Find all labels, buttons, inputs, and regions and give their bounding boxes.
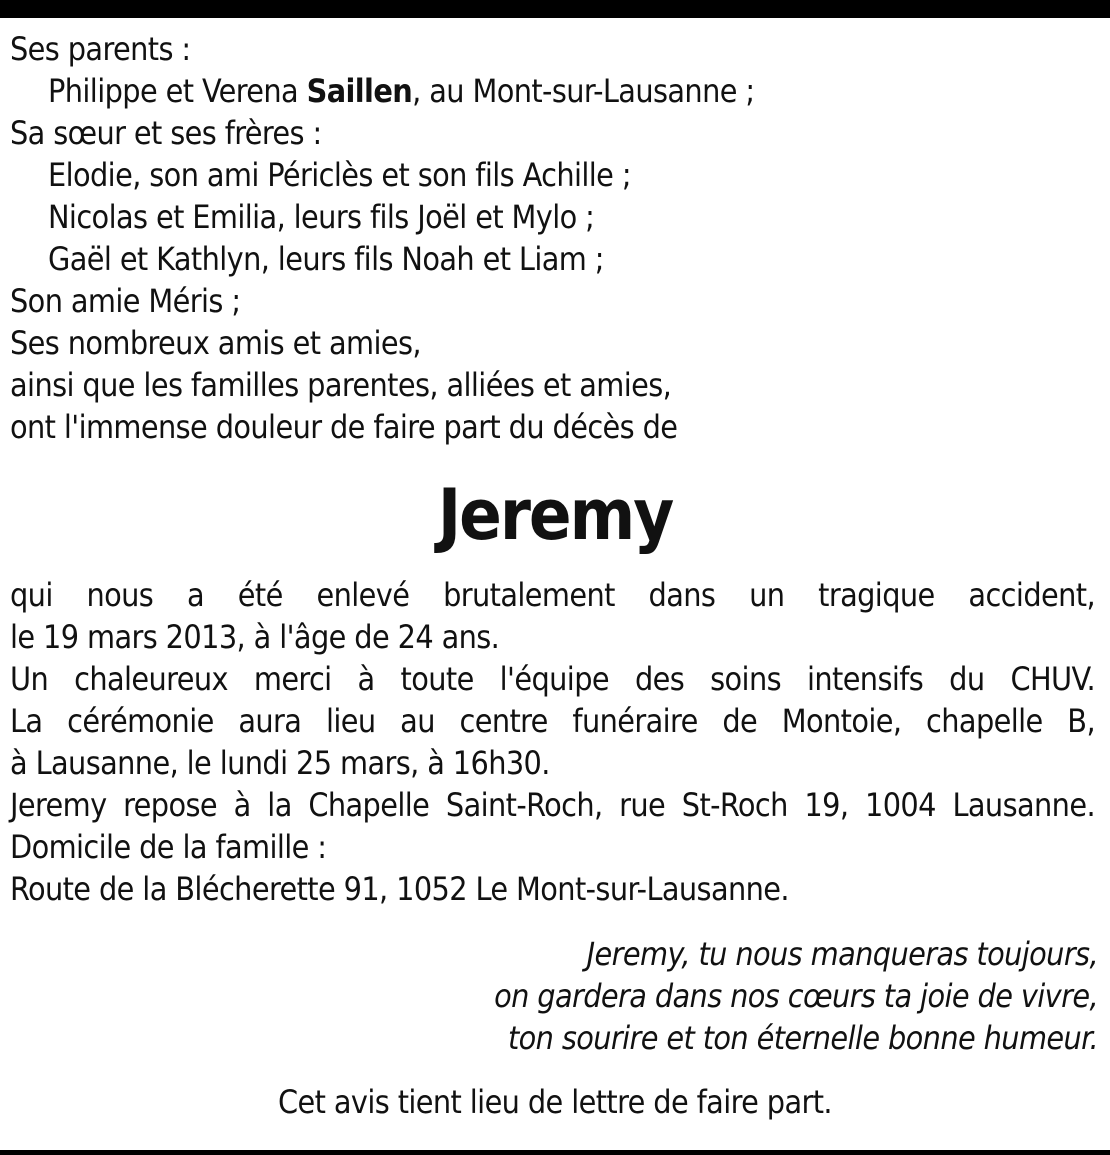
sibling-line-3: Gaël et Kathlyn, leurs fils Noah et Liam ; [48,240,604,278]
parents-names-after: , au Mont-sur-Lausanne ; [412,72,755,110]
parents-heading: Ses parents : [10,30,191,68]
siblings-heading: Sa sœur et ses frères : [10,114,322,152]
body-line-8: Route de la Blécherette 91, 1052 Le Mont-sur-Lausanne. [10,870,789,908]
body-line-4: La cérémonie aura lieu au centre funéraire de Montoie, chapelle B, [10,702,1095,740]
body-line-1: qui nous a été enlevé brutalement dans un tragique accident, [10,576,1095,614]
deceased-name: Jeremy [437,474,673,556]
body-line-2: le 19 mars 2013, à l'âge de 24 ans. [10,618,500,656]
body-line-3: Un chaleureux merci à toute l'équipe des soins intensifs du CHUV. [10,660,1095,698]
friend-line: Son amie Méris ; [10,282,241,320]
families-line: ainsi que les familles parentes, alliées et amies, [10,366,672,404]
sibling-line-2: Nicolas et Emilia, leurs fils Joël et Mylo ; [48,198,595,236]
parents-names [48,70,755,112]
bottom-rule [0,1150,1110,1155]
poem-line-1: Jeremy, tu nous manqueras toujours, [586,935,1098,973]
poem-line-3: ton sourire et ton éternelle bonne humeur. [507,1019,1098,1057]
poem-line-2: on gardera dans nos cœurs ta joie de vivre, [494,977,1098,1015]
parents-surname: Saillen [306,72,413,110]
parents-names-before: Philippe et Verena [48,72,307,110]
body-line-5: à Lausanne, le lundi 25 mars, à 16h30. [10,744,550,782]
closing-note: Cet avis tient lieu de lettre de faire part. [278,1083,832,1121]
sibling-line-1: Elodie, son ami Périclès et son fils Achille ; [48,156,631,194]
body-line-7: Domicile de la famille : [10,828,327,866]
announcement-line: ont l'immense douleur de faire part du décès de [10,408,678,446]
top-rule [0,0,1110,18]
friends-line: Ses nombreux amis et amies, [10,324,421,362]
body-line-6: Jeremy repose à la Chapelle Saint-Roch, rue St-Roch 19, 1004 Lausanne. [10,786,1095,824]
